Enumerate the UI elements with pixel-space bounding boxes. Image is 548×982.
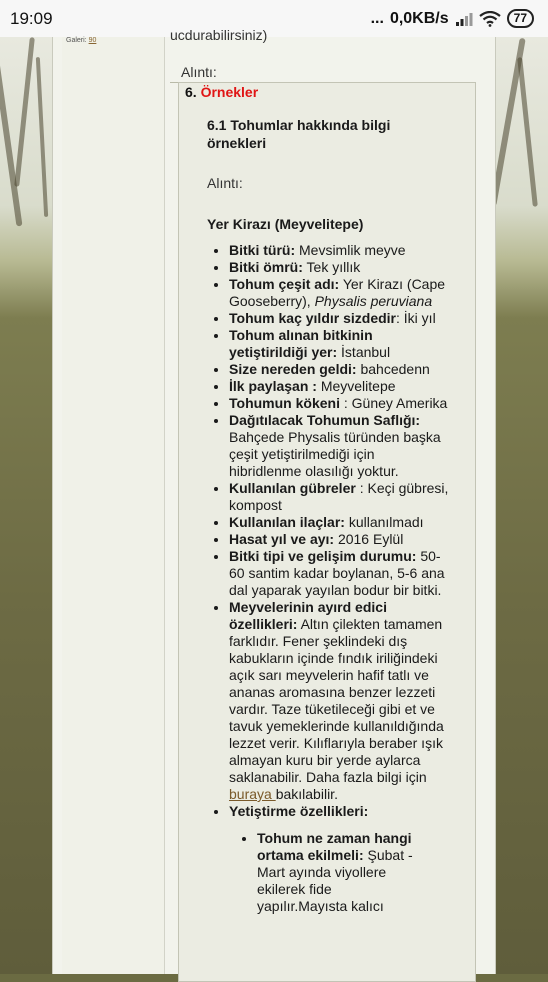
status-bar: [0, 0, 548, 37]
status-dots: ...: [370, 9, 384, 27]
list-item: • Meyvelerinin ayırd edici özellikleri: Altın çilekten tamamen farklıdır. Fener şeklindeki dış kabukların içinde fındık iriliğindeki açık sarı meyvelerin hafif tatlı ve ananas aromasına benzer lezzeti vardır. Taze tüketileceği gibi et ve tavuk yemeklerinde kullanıldığında lezzet verir. Kılıflarıyla beraber ışık almayan kuru bir yerde aylarca saklanabilir. Daha fazla bilgi için buraya bakılabilir.: [229, 599, 449, 803]
wifi-icon: [479, 11, 501, 27]
list-item: • Tohumun kökeni : Güney Amerika: [229, 395, 449, 412]
list-item: • Bitki tipi ve gelişim durumu: 50-60 santim kadar boylanan, 5-6 ana dal yaparak yayılan bodur bir bitki.: [229, 548, 449, 599]
list-item: • Size nereden geldi: bahcedenn: [229, 361, 449, 378]
growing-steps: [229, 830, 417, 915]
subsection-title: 6.1 Tohumlar hakkında bilgi örnekleri: [207, 117, 391, 151]
status-right: [371, 9, 534, 28]
list-item: • Bitki türü: Mevsimlik meyve: [229, 242, 449, 259]
list-item: • Bitki ömrü: Tek yıllık: [229, 259, 449, 276]
plant-name: Yer Kirazı (Meyvelitepe): [207, 216, 364, 232]
status-time: 19:09: [10, 8, 53, 28]
section-title: Örnekler: [200, 84, 259, 100]
quote-content: [185, 84, 475, 915]
list-item: • Tohum kaç yıldır sizdedir: İki yıl: [229, 310, 449, 327]
gallery-link[interactable]: 90: [88, 37, 97, 44]
more-info-link[interactable]: buraya: [229, 786, 276, 802]
network-speed: 0,0KB/s: [389, 9, 449, 27]
list-item: • Tohum çeşit adı: Yer Kirazı (Cape Gooseberry), Physalis peruviana: [229, 276, 449, 310]
list-item: • İlk paylaşan : Meyvelitepe: [229, 378, 449, 395]
list-item: • Hasat yıl ve ayı: 2016 Eylül: [229, 531, 449, 548]
signal-icon: [455, 12, 473, 26]
quote-label: Alıntı:: [181, 64, 217, 80]
inner-quote-label: Alıntı:: [207, 175, 243, 191]
list-item: • Tohum alınan bitkinin yetiştirildiği yer: İstanbul: [229, 327, 449, 361]
list-item: • Yetiştirme özellikleri: • Tohum ne zaman hangi ortama ekilmeli: Şubat - Mart ayında viyollere ekilerek fide yapılır.Mayısta kalıcı: [229, 803, 449, 915]
user-info-column: [62, 37, 165, 974]
gallery-count: Galeri: 90: [66, 37, 97, 44]
battery-icon: 77: [507, 9, 534, 28]
list-item: • Dağıtılacak Tohumun Saflığı: Bahçede Physalis türünden başka çeşit yetiştirilmediği için hibridlenme olasılığı yoktur.: [229, 412, 449, 480]
list-item: • Kullanılan gübreler : Keçi gübresi, kompost: [229, 480, 449, 514]
section-heading: 6. Örnekler: [185, 84, 259, 100]
list-item: • Kullanılan ilaçlar: kullanılmadı: [229, 514, 449, 531]
step-item: • Tohum ne zaman hangi ortama ekilmeli: Şubat - Mart ayında viyollere ekilerek fide yapılır.Mayısta kalıcı: [257, 830, 417, 915]
cut-off-text: ucdurabilirsiniz): [170, 27, 268, 43]
property-list: [185, 242, 449, 915]
